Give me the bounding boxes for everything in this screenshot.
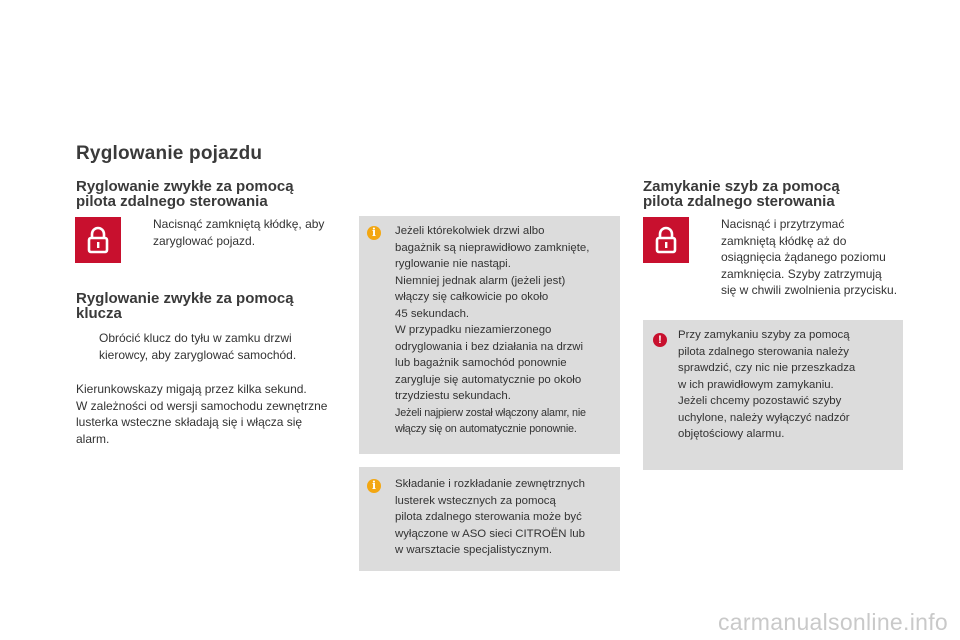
text-line: 45 sekundach. xyxy=(395,307,470,320)
text-line: bagażnik są nieprawidłowo zamknięte, xyxy=(395,241,590,254)
section-title-line: pilota zdalnego sterowania xyxy=(76,193,268,210)
text-line: W zależności od wersji samochodu zewnętrzne xyxy=(76,398,328,413)
warning-note-box xyxy=(643,320,903,470)
text-line: Obrócić klucz do tyłu w zamku drzwi xyxy=(99,331,292,345)
text-line: Kierunkowskazy migają przez kilka sekund. xyxy=(76,382,307,396)
text-line: zamknięcia. Szyby zatrzymują xyxy=(721,266,882,281)
text-line: alarm. xyxy=(76,431,110,446)
text-line: wyłączone w ASO sieci CITROËN lub xyxy=(395,527,585,540)
text-line: osiągnięcia żądanego poziomu xyxy=(721,250,886,264)
text-line: zaryglować pojazd. xyxy=(153,233,256,248)
text-line: Jeżeli najpierw został włączony alamr, nie xyxy=(395,406,586,419)
info-icon: i xyxy=(367,479,381,493)
page-title: Ryglowanie pojazdu xyxy=(76,143,263,164)
warning-note-text xyxy=(678,327,855,443)
text-line: Przy zamykaniu szyby za pomocą xyxy=(678,329,850,341)
text-line: kierowcy, aby zaryglować samochód. xyxy=(99,347,297,362)
warning-icon: ! xyxy=(653,333,667,347)
section-title-line: klucza xyxy=(76,305,122,322)
text-line: Składanie i rozkładanie zewnętrznych xyxy=(395,478,585,490)
info-note-box xyxy=(359,467,620,571)
text-line: lub bagażnik samochód ponownie xyxy=(395,357,567,369)
text-line: się w chwili zwolnienia przycisku. xyxy=(721,283,898,297)
text-line: w ich prawidłowym zamykaniu. xyxy=(678,378,834,391)
padlock-icon xyxy=(655,226,677,254)
text-line: Nacisnąć zamkniętą kłódkę, aby xyxy=(153,217,325,231)
info-note-text xyxy=(395,223,589,438)
text-line: lusterek wstecznych za pomocą xyxy=(395,494,556,507)
text-line: zamkniętą kłódkę aż do xyxy=(721,233,847,248)
text-line: pilota zdalnego sterowania należy xyxy=(678,345,849,358)
bullet-text-key-lock xyxy=(99,330,296,363)
padlock-icon xyxy=(87,226,109,254)
info-note-text xyxy=(395,476,585,559)
text-line: Niemniej jednak alarm (jeżeli jest) xyxy=(395,274,566,287)
text-line: włączy się on automatycznie ponownie. xyxy=(395,423,577,435)
info-note-box xyxy=(359,216,620,454)
text-line: objętościowy alarmu. xyxy=(678,428,785,440)
section-title-line: Ryglowanie zwykłe za pomocą xyxy=(76,178,294,195)
section-title-line: Zamykanie szyb za pomocą xyxy=(643,178,840,195)
text-line: lusterka wsteczne składają się i włącza się xyxy=(76,415,303,429)
text-line: sprawdzić, czy nic nie przeszkadza xyxy=(678,362,856,374)
section-title-key-lock xyxy=(76,291,294,321)
bullet-text-remote-lock xyxy=(153,216,324,249)
info-icon: i xyxy=(367,226,381,240)
section-title-windows xyxy=(643,179,840,209)
text-line: pilota zdalnego sterowania może być xyxy=(395,511,582,523)
text-line: ryglowanie nie nastąpi. xyxy=(395,258,511,270)
text-line: włączy się całkowicie po około xyxy=(395,291,549,303)
text-line: Nacisnąć i przytrzymać xyxy=(721,217,845,231)
text-line: trzydziestu sekundach. xyxy=(395,390,511,402)
text-line: W przypadku niezamierzonego xyxy=(395,324,552,336)
text-line: odryglowania i bez działania na drzwi xyxy=(395,340,584,353)
text-line: w warsztacie specjalistycznym. xyxy=(395,544,552,556)
bullet-text-windows xyxy=(721,216,897,299)
section-title-line: Ryglowanie zwykłe za pomocą xyxy=(76,290,294,307)
text-line: zarygluje się automatycznie po około xyxy=(395,373,582,386)
padlock-button-icon xyxy=(643,217,689,263)
text-line: Jeżeli którekolwiek drzwi albo xyxy=(395,225,545,237)
text-line: Jeżeli chcemy pozostawić szyby xyxy=(678,395,842,407)
watermark: carmanualsonline.info xyxy=(717,609,948,635)
text-line: uchylone, należy wyłączyć nadzór xyxy=(678,411,850,424)
indicators-paragraph xyxy=(76,381,327,447)
section-title-line: pilota zdalnego sterowania xyxy=(643,193,835,210)
padlock-button-icon xyxy=(75,217,121,263)
section-title-remote-lock xyxy=(76,179,294,209)
